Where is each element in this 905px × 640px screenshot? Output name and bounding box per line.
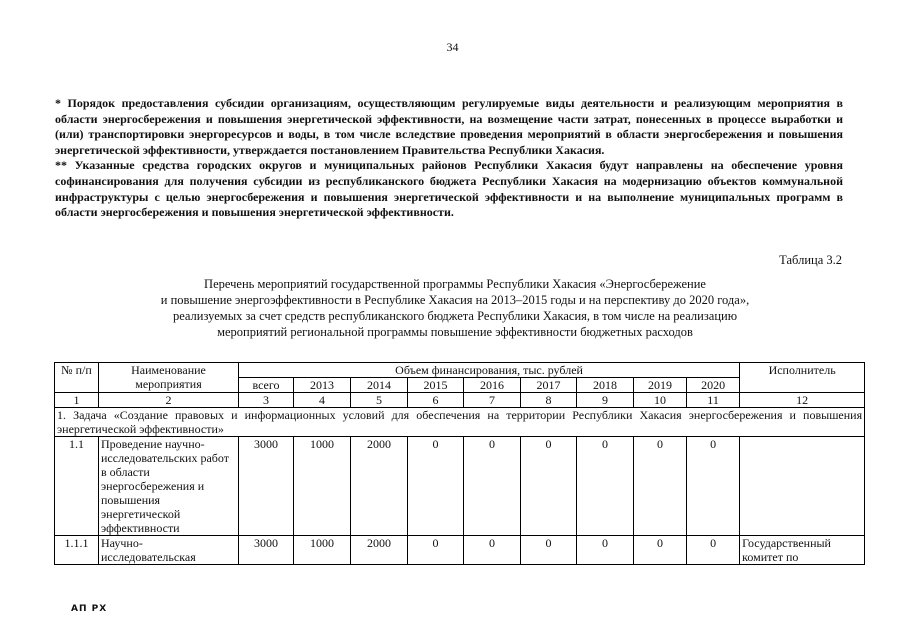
column-numbers-row xyxy=(55,393,865,408)
measures-table xyxy=(54,362,865,565)
row-executor: Государственный комитет по xyxy=(740,536,865,565)
header-year: всего xyxy=(239,378,294,393)
footnotes xyxy=(55,96,843,221)
page-number: 34 xyxy=(446,40,459,54)
header-year: 2016 xyxy=(464,378,521,393)
column-number: 4 xyxy=(294,393,351,408)
column-number: 10 xyxy=(634,393,687,408)
header-num: № п/п xyxy=(55,363,99,393)
header-year: 2020 xyxy=(687,378,740,393)
row-value-2015: 0 xyxy=(408,536,464,565)
title-line: реализуемых за счет средств республиканского бюджета Республики Хакасия, в том числе на реализацию xyxy=(172,309,738,323)
title-line: и повышение энергоэффективности в Республике Хакасия на 2013–2015 годы и на перспективу до 2020 года», xyxy=(160,293,750,307)
header-year: 2018 xyxy=(577,378,634,393)
row-value-2016: 0 xyxy=(464,536,521,565)
table-label: Таблица 3.2 xyxy=(779,253,842,267)
row-value-2019: 0 xyxy=(634,536,687,565)
header-year: 2017 xyxy=(521,378,577,393)
column-number: 12 xyxy=(740,393,865,408)
row-num: 1.1.1 xyxy=(55,536,99,565)
column-number: 7 xyxy=(464,393,521,408)
footnote-double-asterisk: ** Указанные средства городских округов и муниципальных районов Республики Хакасия будут направлены на обеспечение уровня софинансирования для получения субсидии из республиканского бюджета Республики Хакасия на модернизацию объектов коммунальной инфраструктуры с целью энергосбережения и повышения энергетической эффективности и на выполнение муниципальных программ в области энергосбережения и повышения энергетической эффективности. xyxy=(55,158,843,220)
row-name: Проведение научно-исследовательских работ в области энергосбережения и повышения энергетической эффективности xyxy=(99,437,239,536)
header-year: 2015 xyxy=(408,378,464,393)
footer-mark: АП РХ xyxy=(71,604,108,614)
header-year: 2019 xyxy=(634,378,687,393)
header-funding: Объем финансирования, тыс. рублей xyxy=(239,363,740,378)
row-value-2017: 0 xyxy=(521,536,577,565)
column-number: 8 xyxy=(521,393,577,408)
row-value-2014: 2000 xyxy=(351,536,408,565)
column-number: 2 xyxy=(99,393,239,408)
title-line: Перечень мероприятий государственной программы Республики Хакасия «Энергосбережение xyxy=(204,277,706,291)
row-value-2019: 0 xyxy=(634,437,687,536)
row-value-2020: 0 xyxy=(687,437,740,536)
row-name: Научно-исследовательская xyxy=(99,536,239,565)
footnote-single-asterisk: * Порядок предоставления субсидии организациям, осуществляющим регулируемые виды деятельности и реализующим мероприятия в области энергосбережения и повышения энергетической эффективности, на возмещение части затрат, понесенных в процессе выработки и (или) транспортировки энергоресурсов и воды, в том числе вследствие проведения мероприятий в области энергосбережения и повышения энергетической эффективности, утверждается постановлением Правительства Республики Хакасия. xyxy=(55,96,843,157)
row-value-2015: 0 xyxy=(408,437,464,536)
column-number: 3 xyxy=(239,393,294,408)
row-value-total: 3000 xyxy=(239,536,294,565)
row-value-2017: 0 xyxy=(521,437,577,536)
title-line: мероприятий региональной программы повышение эффективности бюджетных расходов xyxy=(217,325,693,339)
task-title: 1. Задача «Создание правовых и информационных условий для обеспечения на территории Республики Хакасия энергосбережения и повышения энергетической эффективности» xyxy=(55,408,865,437)
header-row xyxy=(55,363,865,378)
row-value-total: 3000 xyxy=(239,437,294,536)
column-number: 5 xyxy=(351,393,408,408)
table-title xyxy=(60,276,850,340)
column-number: 6 xyxy=(408,393,464,408)
header-year: 2014 xyxy=(351,378,408,393)
row-executor xyxy=(740,437,865,536)
column-number: 11 xyxy=(687,393,740,408)
row-value-2018: 0 xyxy=(577,437,634,536)
row-value-2013: 1000 xyxy=(294,536,351,565)
table-row xyxy=(55,437,865,536)
header-name: Наименование мероприятия xyxy=(99,363,239,393)
column-number: 9 xyxy=(577,393,634,408)
row-value-2020: 0 xyxy=(687,536,740,565)
header-executor: Исполнитель xyxy=(740,363,865,393)
table-row xyxy=(55,536,865,565)
header-year: 2013 xyxy=(294,378,351,393)
row-value-2018: 0 xyxy=(577,536,634,565)
task-row xyxy=(55,408,865,437)
row-value-2013: 1000 xyxy=(294,437,351,536)
row-value-2014: 2000 xyxy=(351,437,408,536)
row-value-2016: 0 xyxy=(464,437,521,536)
column-number: 1 xyxy=(55,393,99,408)
row-num: 1.1 xyxy=(55,437,99,536)
